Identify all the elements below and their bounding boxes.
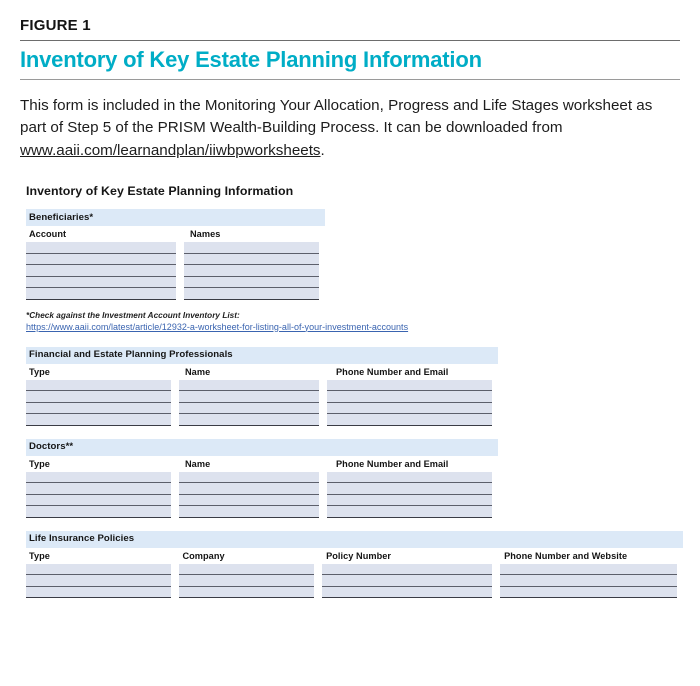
input-cell[interactable] xyxy=(26,403,171,415)
input-cell[interactable] xyxy=(26,277,176,289)
input-cell[interactable] xyxy=(179,403,319,415)
input-cell[interactable] xyxy=(26,242,176,254)
input-cell[interactable] xyxy=(500,575,677,587)
header-divider-bottom xyxy=(20,79,680,80)
input-cell[interactable] xyxy=(26,265,176,277)
figure-title: Inventory of Key Estate Planning Information xyxy=(20,46,482,72)
footnote-link[interactable]: https://www.aaii.com/latest/article/12932-a-worksheet-for-listing-all-of-your-investment-accounts xyxy=(26,321,409,332)
input-cell[interactable] xyxy=(26,506,171,518)
input-cell[interactable] xyxy=(179,380,319,392)
column-header: Phone Number and Website xyxy=(504,550,628,561)
input-cell[interactable] xyxy=(26,254,176,266)
input-cell[interactable] xyxy=(327,403,492,415)
column-header: Phone Number and Email xyxy=(336,366,449,377)
field-column xyxy=(179,380,319,426)
input-cell[interactable] xyxy=(179,472,319,484)
column-header: Phone Number and Email xyxy=(336,458,449,469)
input-cell[interactable] xyxy=(26,288,176,300)
worksheets-link[interactable]: www.aaii.com/learnandplan/iiwbpworksheets xyxy=(20,141,321,159)
field-column xyxy=(26,564,171,599)
input-cell[interactable] xyxy=(327,472,492,484)
input-cell[interactable] xyxy=(327,506,492,518)
column-header: Type xyxy=(29,366,50,377)
section-heading-doctors: Doctors** xyxy=(26,439,498,456)
form-section-life-insurance-policies xyxy=(26,531,678,599)
field-column xyxy=(322,564,492,599)
intro-text-before-link: This form is included in the Monitoring Your Allocation, Progress and Life Stages worksheet as part of Step 5 of the PRISM Wealth-Building Process. It can be downloaded from xyxy=(20,96,653,137)
input-cell[interactable] xyxy=(179,414,319,426)
column-header: Account xyxy=(29,229,67,239)
spacer xyxy=(26,518,678,531)
spacer xyxy=(26,426,678,439)
column-header: Name xyxy=(185,458,211,469)
section-heading-beneficiaries: Beneficiaries* xyxy=(26,209,325,226)
input-cell[interactable] xyxy=(179,564,314,576)
form-section-financial-and-estate-planning-professionals xyxy=(26,347,678,426)
input-cell[interactable] xyxy=(500,587,677,599)
section-heading-life-insurance-policies: Life Insurance Policies xyxy=(26,531,683,548)
field-column xyxy=(500,564,677,599)
field-column xyxy=(26,242,176,300)
form-section-beneficiaries xyxy=(26,209,678,300)
field-column xyxy=(26,472,171,518)
fields-row xyxy=(26,472,678,518)
estate-planning-form xyxy=(26,184,678,598)
input-cell[interactable] xyxy=(322,575,492,587)
fields-row xyxy=(26,564,678,599)
input-cell[interactable] xyxy=(327,414,492,426)
field-column xyxy=(327,472,492,518)
form-section-doctors xyxy=(26,439,678,518)
field-column xyxy=(327,380,492,426)
column-header: Type xyxy=(29,458,50,469)
input-cell[interactable] xyxy=(184,277,319,289)
header-divider-top xyxy=(20,40,680,41)
input-cell[interactable] xyxy=(26,483,171,495)
input-cell[interactable] xyxy=(327,495,492,507)
column-header: Type xyxy=(29,550,50,561)
column-header-row xyxy=(26,548,678,564)
figure-header xyxy=(0,0,700,162)
form-sections xyxy=(26,209,678,598)
footnote-text: *Check against the Investment Account Inventory List: https://www.aaii.com/latest/article/12932-a-worksheet-for-listing-all-of-your-investment-accounts xyxy=(26,311,678,332)
input-cell[interactable] xyxy=(322,587,492,599)
input-cell[interactable] xyxy=(26,575,171,587)
input-cell[interactable] xyxy=(500,564,677,576)
input-cell[interactable] xyxy=(179,495,319,507)
input-cell[interactable] xyxy=(26,391,171,403)
field-column xyxy=(179,472,319,518)
input-cell[interactable] xyxy=(179,391,319,403)
input-cell[interactable] xyxy=(26,414,171,426)
input-cell[interactable] xyxy=(322,564,492,576)
input-cell[interactable] xyxy=(179,575,314,587)
column-header: Names xyxy=(190,229,221,239)
column-header: Policy Number xyxy=(326,550,392,561)
field-column xyxy=(26,380,171,426)
input-cell[interactable] xyxy=(184,288,319,300)
input-cell[interactable] xyxy=(327,380,492,392)
input-cell[interactable] xyxy=(26,380,171,392)
input-cell[interactable] xyxy=(26,472,171,484)
column-header: Name xyxy=(185,366,211,377)
input-cell[interactable] xyxy=(184,265,319,277)
input-cell[interactable] xyxy=(26,564,171,576)
field-column xyxy=(179,564,314,599)
section-heading-financial-and-estate-planning-professionals: Financial and Estate Planning Professionals xyxy=(26,347,498,364)
spacer xyxy=(26,332,678,347)
input-cell[interactable] xyxy=(184,254,319,266)
input-cell[interactable] xyxy=(179,483,319,495)
column-header-row xyxy=(26,364,678,380)
input-cell[interactable] xyxy=(327,483,492,495)
fields-row xyxy=(26,242,678,300)
input-cell[interactable] xyxy=(179,506,319,518)
input-cell[interactable] xyxy=(26,495,171,507)
field-column xyxy=(184,242,319,300)
input-cell[interactable] xyxy=(184,242,319,254)
column-header-row xyxy=(26,456,678,472)
column-header: Company xyxy=(182,550,225,561)
intro-paragraph xyxy=(20,95,672,162)
input-cell[interactable] xyxy=(327,391,492,403)
figure-label: FIGURE 1 xyxy=(20,17,91,34)
intro-text-after-link: . xyxy=(320,141,325,159)
column-header-row xyxy=(26,226,678,242)
form-title: Inventory of Key Estate Planning Information xyxy=(26,184,294,199)
input-cell[interactable] xyxy=(26,587,171,599)
fields-row xyxy=(26,380,678,426)
input-cell[interactable] xyxy=(179,587,314,599)
